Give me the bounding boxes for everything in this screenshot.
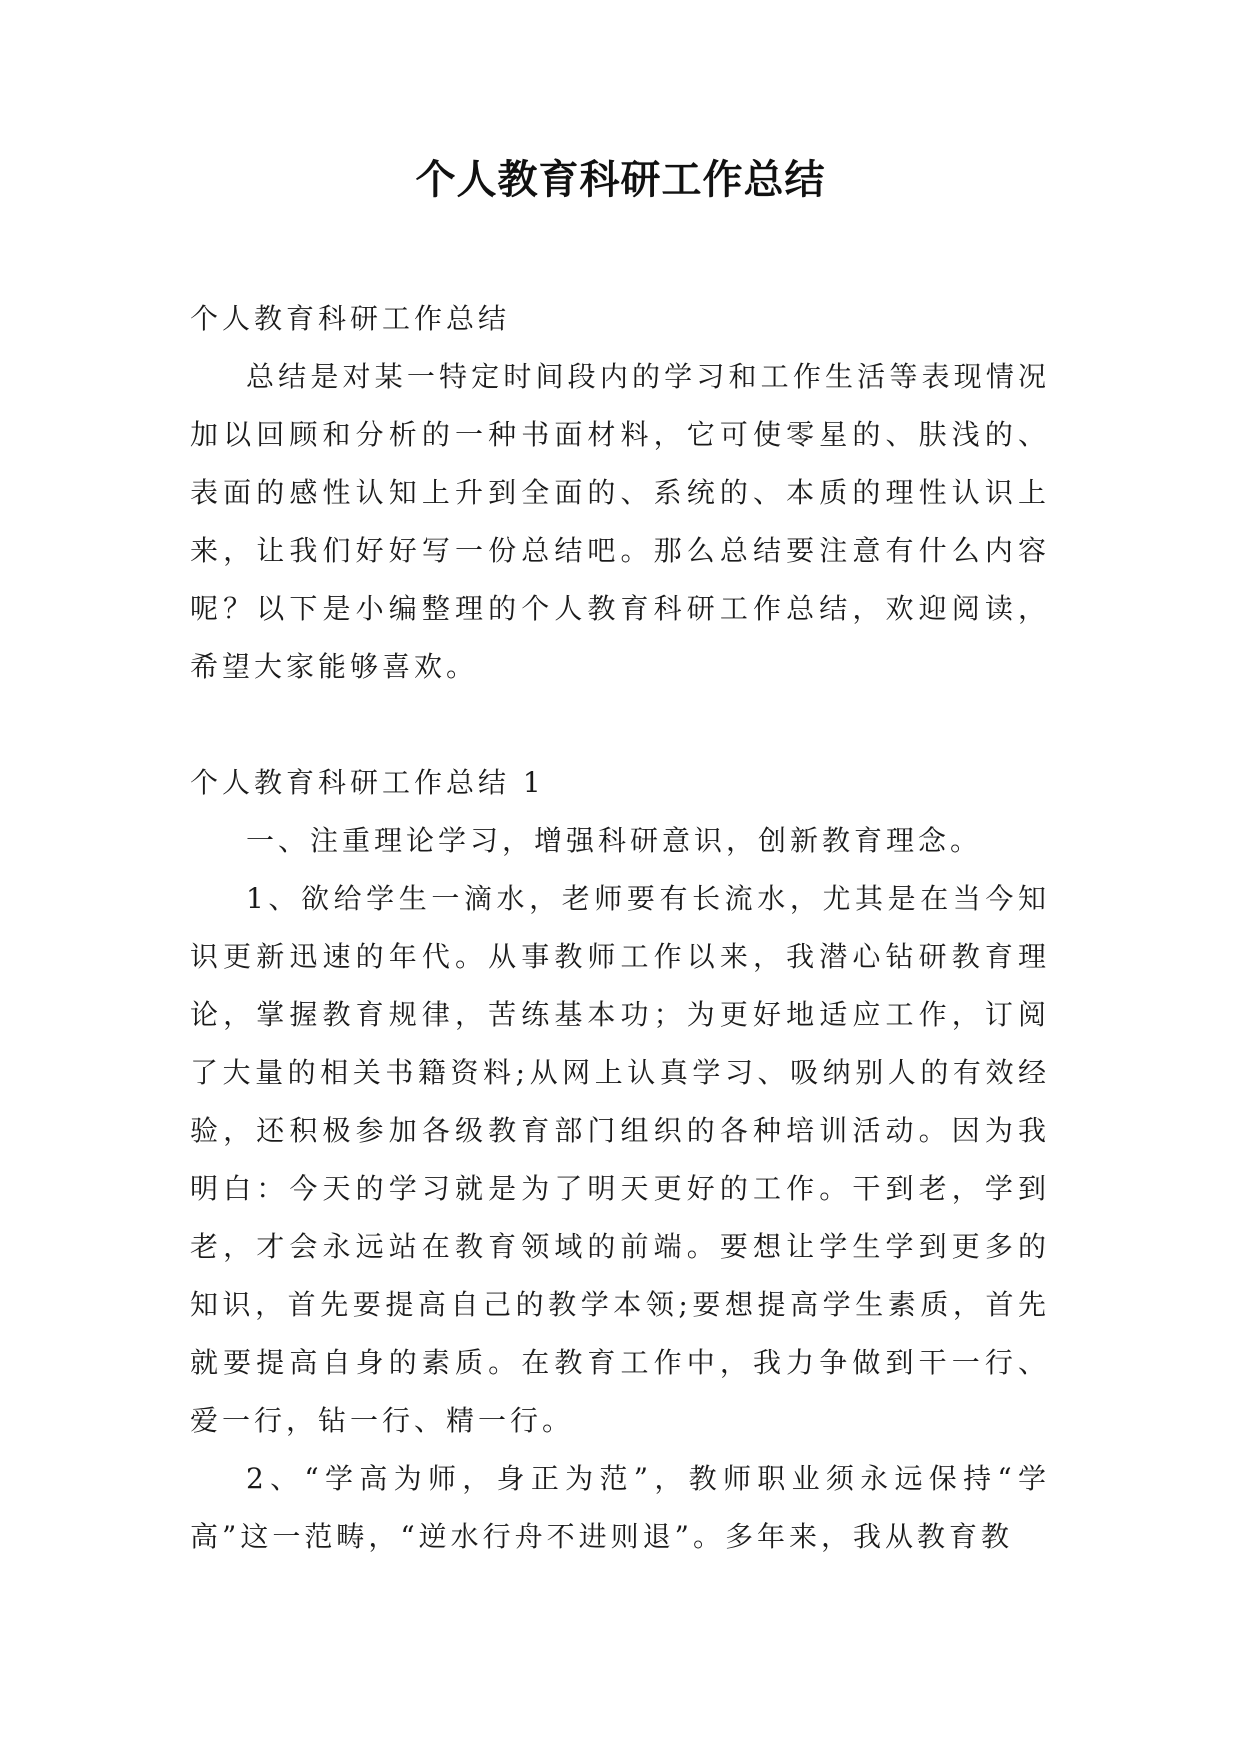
paragraph-item-2: 2、“学高为师，身正为范”，教师职业须永远保持“学高”这一范畴，“逆水行舟不进则退”。多年来，我从教育教: [190, 1462, 1050, 1553]
section-heading-1: 个人教育科研工作总结 1: [190, 766, 545, 799]
document-title: 个人教育科研工作总结: [415, 156, 826, 203]
intro-paragraph: 总结是对某一特定时间段内的学习和工作生活等表现情况加以回顾和分析的一种书面材料，它可使零星的、肤浅的、表面的感性认知上升到全面的、系统的、本质的理性认识上来，让我们好好写一份总结吧。那么总结要注意有什么内容呢？以下是小编整理的个人教育科研工作总结，欢迎阅读，希望大家能够喜欢。: [190, 360, 1050, 683]
intro-heading: 个人教育科研工作总结: [190, 302, 511, 335]
document-body: [190, 290, 1050, 1566]
paragraph-item-1: 1、欲给学生一滴水，老师要有长流水，尤其是在当今知识更新迅速的年代。从事教师工作以来，我潜心钻研教育理论，掌握教育规律，苦练基本功；为更好地适应工作，订阅了大量的相关书籍资料;从网上认真学习、吸纳别人的有效经验，还积极参加各级教育部门组织的各种培训活动。因为我明白：今天的学习就是为了明天更好的工作。干到老，学到老，才会永远站在教育领域的前端。要想让学生学到更多的知识，首先要提高自己的教学本领;要想提高学生素质，首先就要提高自身的素质。在教育工作中，我力争做到干一行、爱一行，钻一行、精一行。: [190, 882, 1050, 1437]
subsection-heading-1: 一、注重理论学习，增强科研意识，创新教育理念。: [246, 824, 983, 857]
